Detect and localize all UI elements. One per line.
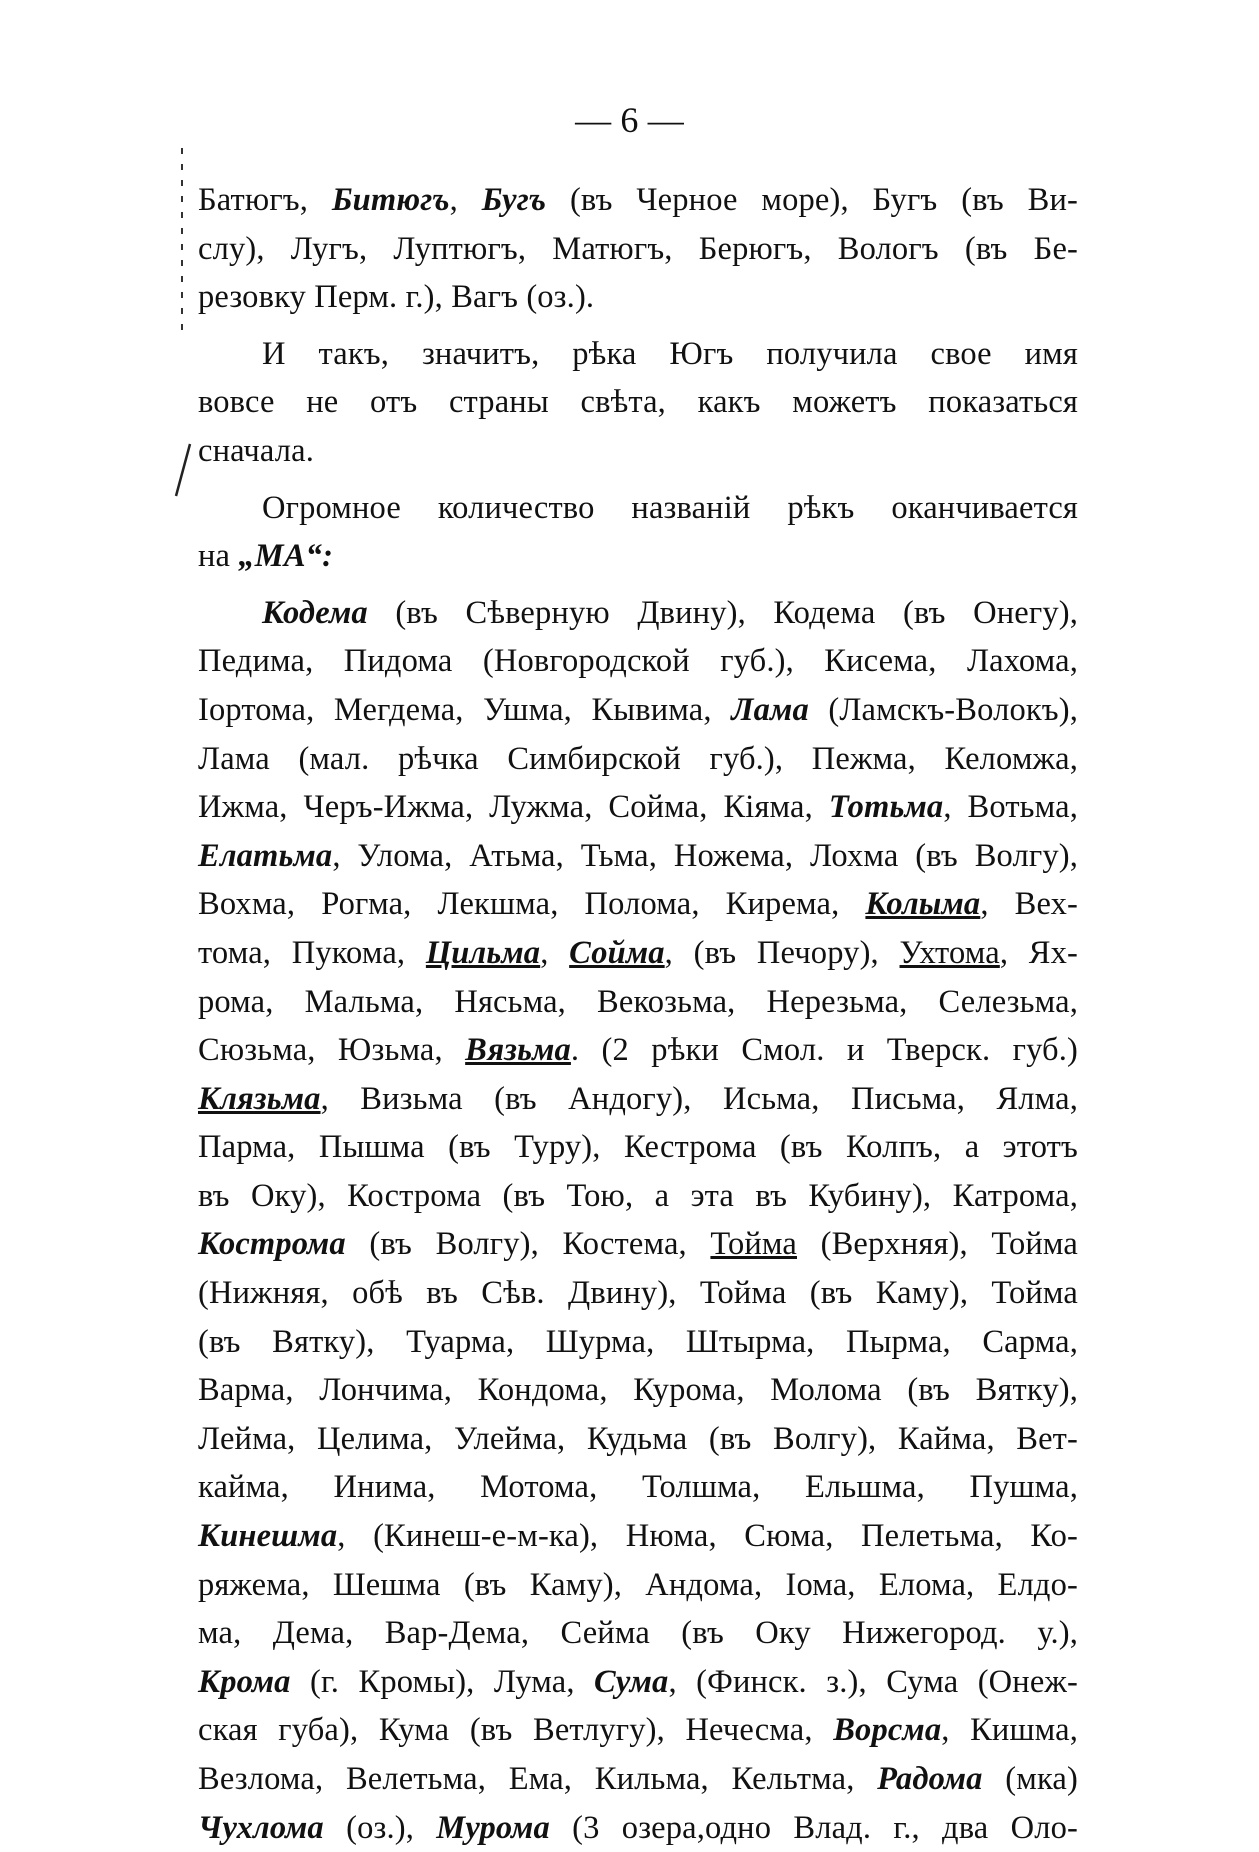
text-line: Елатьма, Улома, Атьма, Тьма, Ножема, Лохма (въ Волгу),: [198, 837, 1078, 874]
text-line: (Нижняя, обѣ въ Сѣв. Двину), Тойма (въ Каму), Тойма: [198, 1275, 1078, 1312]
text-line: тома, Пукома, Цильма, Сойма, (въ Печору), Ухтома, Ях-: [198, 934, 1078, 971]
text-line: ма, Дема, Вар-Дема, Сейма (въ Оку Нижегород. у.),: [198, 1615, 1078, 1652]
text-line: Лама (мал. рѣчка Симбирской губ.), Пежма, Келомжа,: [198, 740, 1078, 777]
text-line: Клязьма, Визьма (въ Андогу), Исьма, Письма, Ялма,: [198, 1080, 1078, 1117]
text-line: сначала.: [198, 432, 314, 469]
text-line: Парма, Пышма (въ Туру), Кестрома (въ Колпъ, а этотъ: [198, 1129, 1078, 1166]
paragraph-1: [198, 176, 1078, 322]
text-line: Педима, Пидома (Новгородской губ.), Кисема, Лахома,: [198, 643, 1078, 680]
text-line: Кодема (въ Сѣверную Двину), Кодема (въ Онегу),: [262, 594, 1078, 631]
text-line: Везлома, Велетьма, Ема, Кильма, Кельтма, Радома (мка): [198, 1761, 1078, 1797]
page-number: — 6 —: [575, 100, 684, 140]
text-line: резовку Перм. г.), Вагъ (оз.).: [198, 279, 595, 316]
text-line: кайма, Инима, Мотома, Толшма, Ельшма, Пушма,: [198, 1469, 1078, 1506]
river-name-italic: Бугъ: [481, 182, 547, 218]
text-line: Батюгъ, Битюгъ, Бугъ (въ Черное море), Бугъ (въ Ви-: [198, 182, 1078, 218]
paragraph-2: [198, 330, 1078, 476]
text-line: Сюзьма, Юзьма, Вязьма. (2 рѣки Смол. и Тверск. губ.): [198, 1032, 1078, 1069]
text-line: Кострома (въ Волгу), Костема, Тойма (Верхняя), Тойма: [198, 1226, 1078, 1263]
text-line: Ижма, Черъ-Ижма, Лужма, Сойма, Кіяма, Тотьма, Вотьма,: [198, 789, 1078, 826]
margin-slash-mark: [170, 440, 196, 500]
text-line: Вохма, Рогма, Лекшма, Полома, Кирема, Колыма, Вех-: [198, 886, 1078, 923]
text-line: въ Оку), Кострома (въ Тою, а эта въ Кубину), Катрома,: [198, 1177, 1078, 1214]
text-line: Іортома, Мегдема, Ушма, Кывима, Лама (Ламскъ-Волокъ),: [198, 691, 1078, 728]
text-line: ская губа), Кума (въ Ветлугу), Нечесма, Ворсма, Кишма,: [198, 1712, 1078, 1749]
text-line: Чухлома (оз.), Мурома (3 озера,одно Влад. г., два Оло-: [198, 1809, 1078, 1846]
text-line: (въ Вятку), Туарма, Шурма, Штырма, Пырма, Сарма,: [198, 1323, 1078, 1360]
text-line: слу), Лугъ, Луптюгъ, Матюгъ, Берюгъ, Вологъ (въ Бе-: [198, 230, 1078, 267]
text-line: И такъ, значитъ, рѣка Югъ получила свое имя: [262, 335, 1078, 372]
text-line: Огромное количество названій рѣкъ оканчивается: [262, 489, 1078, 526]
text-line: Варма, Лончима, Кондома, Курома, Молома (въ Вятку),: [198, 1372, 1078, 1409]
main-text: [198, 176, 1078, 1852]
paragraph-3: [198, 484, 1078, 581]
river-name-italic: Битюгъ: [331, 182, 450, 218]
river-list: [198, 589, 1078, 1852]
text-line: Лейма, Целима, Улейма, Кудьма (въ Волгу), Кайма, Вет-: [198, 1420, 1078, 1457]
margin-dotted-line-mark: [176, 140, 188, 340]
text-line: вовсе не отъ страны свѣта, какъ можетъ показаться: [198, 384, 1078, 421]
text-line: Кинешма, (Кинеш-е-м-ка), Нюма, Сюма, Пелетьма, Ко-: [198, 1518, 1078, 1555]
text-line: Крома (г. Кромы), Лума, Сума, (Финск. з.), Сума (Онеж-: [198, 1663, 1078, 1700]
text-line: рома, Мальма, Нясьма, Векозьма, Нерезьма, Селезьма,: [198, 983, 1078, 1020]
suffix-ma: „МА“:: [238, 538, 334, 575]
text-line: на „МА“:: [198, 538, 334, 575]
text-line: ряжема, Шешма (въ Каму), Андома, Іома, Елома, Елдо-: [198, 1566, 1078, 1603]
